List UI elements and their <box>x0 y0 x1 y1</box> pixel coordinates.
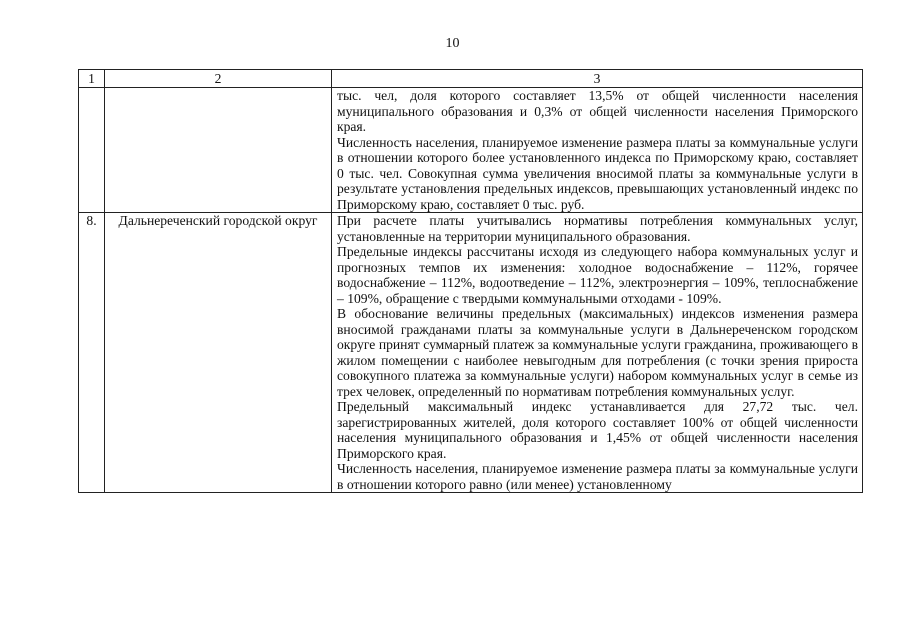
description-paragraph: При расчете платы учитывались нормативы потребления коммунальных услуг, установленные на территории муниципального образования. <box>337 213 858 244</box>
description-paragraph: Предельные индексы рассчитаны исходя из следующего набора коммунальных услуг и прогнозных темпов их изменения: холодное водоснабжение – 112%, горячее водоснабжение – 112%, водоотведение – 112%, электроэнергия – 109%, теплоснабжение – 109%, обращение с твердыми коммунальными отходами - 109%. <box>337 244 858 306</box>
description-paragraph: Численность населения, планируемое изменение размера платы за коммунальные услуги в отношении которого более установленного индекса по Приморскому краю, составляет 0 тыс. чел. Совокупная сумма увеличения вносимой платы за коммунальные услуги в результате установления предельных индексов, превышающих установленный индекс по Приморскому краю, составляет 0 тыс. руб. <box>337 134 858 212</box>
table-row <box>79 88 863 213</box>
column-header-2: 2 <box>105 70 332 88</box>
description-paragraph: Предельный максимальный индекс устанавливается для 27,72 тыс. чел. зарегистрированных жителей, доля которого составляет 100% от общей численности населения муниципального образования и 1,45% от общей численности населения Приморского края. <box>337 399 858 461</box>
description-cell <box>332 213 863 493</box>
page-number: 10 <box>445 36 460 51</box>
table-header-row <box>79 70 863 88</box>
table-row <box>79 213 863 493</box>
description-paragraph: В обоснование величины предельных (максимальных) индексов изменения размера вносимой гражданами платы за коммунальные услуги в Дальнереченском городском округе принят суммарный платеж за коммунальные услуги гражданина, проживающего в жилом помещении с наиболее невыгодным для потребления (с точки зрения прироста совокупного платежа за коммунальные услуги) набором коммунальных услуг в семье из трех человек, определенный по нормативам потребления коммунальных услуг. <box>337 306 858 399</box>
column-header-1: 1 <box>79 70 105 88</box>
description-paragraph: тыс. чел, доля которого составляет 13,5% от общей численности населения муниципального образования и 0,3% от общей численности населения Приморского края. <box>337 88 858 134</box>
row-number-cell: 8. <box>79 213 105 493</box>
municipality-name-cell: Дальнереченский городской округ <box>105 213 332 493</box>
column-header-3: 3 <box>332 70 863 88</box>
description-paragraph: Численность населения, планируемое изменение размера платы за коммунальные услуги в отношении которого равно (или менее) установленному <box>337 461 858 492</box>
indices-table <box>78 69 863 493</box>
row-number-cell <box>79 88 105 213</box>
description-cell <box>332 88 863 213</box>
municipality-name-cell <box>105 88 332 213</box>
